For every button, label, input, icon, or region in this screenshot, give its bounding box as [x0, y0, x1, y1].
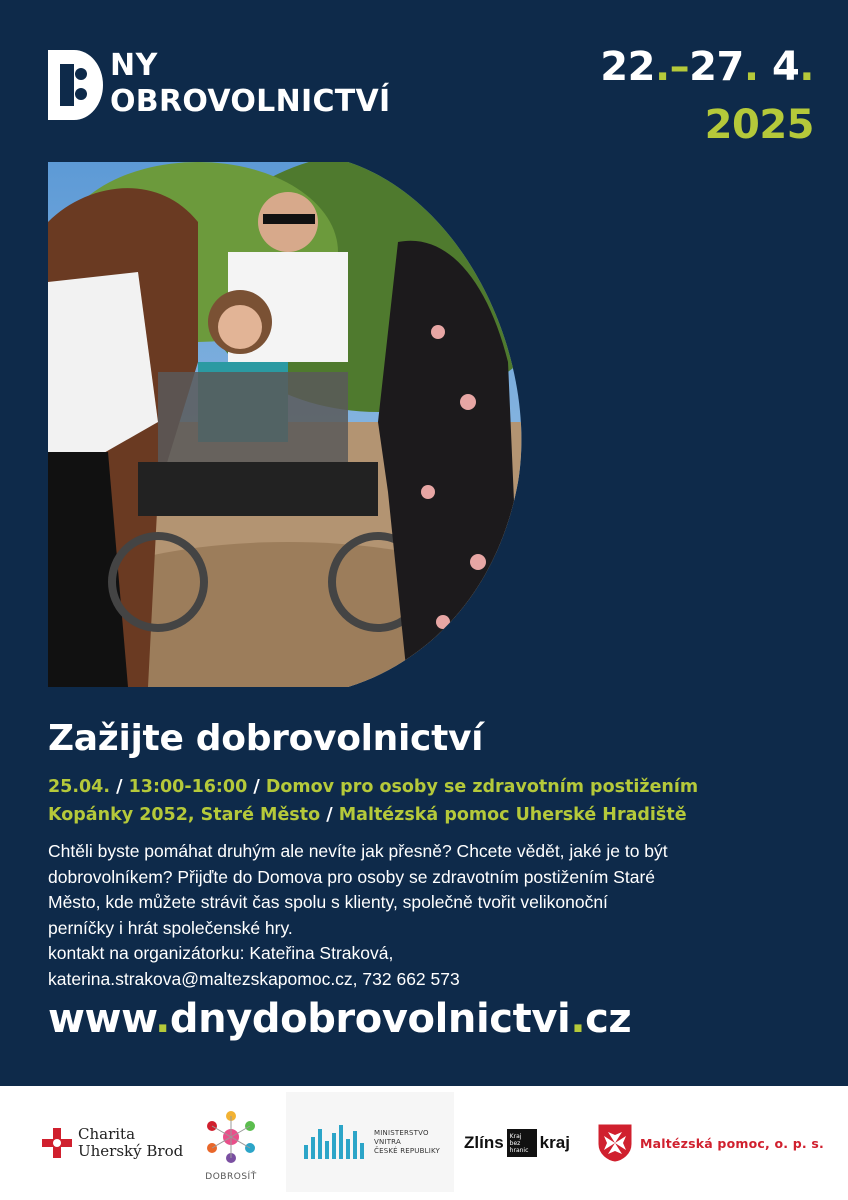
description-line: Město, kde můžete strávit čas spolu s klienty, společně tvořit velikonoční	[48, 892, 608, 912]
details-line-2	[48, 801, 808, 829]
separator: /	[253, 777, 260, 797]
logo-line-2: OBROVOLNICTVÍ	[110, 84, 391, 119]
dobrosit-logo	[196, 1086, 266, 1200]
event-organizer: Maltézská pomoc Uherské Hradiště	[338, 805, 687, 825]
partners-footer	[0, 1086, 848, 1200]
maltezska-pomoc-logo	[598, 1086, 824, 1200]
dny-dobrovolnictvi-logo	[48, 48, 468, 124]
event-description	[48, 839, 818, 992]
zlin-word-2: kraj	[539, 1133, 570, 1152]
date-range: 22.–27. 4.	[600, 44, 814, 90]
ministry-country: ČESKÉ REPUBLIKY	[374, 1146, 441, 1155]
volunteers-photo	[48, 162, 522, 687]
description-line: perníčky i hrát společenské hry.	[48, 917, 293, 938]
ministry-name: MINISTERSTVO VNITRA	[374, 1128, 429, 1146]
event-place: Domov pro osoby se zdravotním postižením	[265, 777, 699, 797]
event-time: 13:00-16:00	[128, 777, 248, 797]
zlin-box: Kraj bez hranic	[507, 1129, 537, 1157]
website-url: www.dnydobrovolnictvi.cz	[48, 996, 632, 1042]
dobrosit-logo-icon	[196, 1104, 266, 1170]
charita-logo	[42, 1086, 183, 1200]
contact-line: katerina.strakova@maltezskapomoc.cz, 732 662 573	[48, 968, 460, 989]
zlin-region-logo	[464, 1086, 570, 1200]
event-details	[48, 773, 808, 829]
dobrosit-name: DOBROSÍŤ	[205, 1172, 257, 1182]
description-line: dobrovolníkem? Přijďte do Domova pro osoby se zdravotním postižením Staré	[48, 866, 656, 887]
description-line: Chtěli byste pomáhat druhým ale nevíte jak přesně? Chcete vědět, jaké je to být	[48, 841, 668, 861]
charita-cross-icon	[42, 1128, 72, 1158]
event-address: Kopánky 2052, Staré Město	[48, 805, 321, 825]
maltese-cross-shield-icon	[598, 1124, 632, 1162]
charita-city: Uherský Brod	[78, 1142, 184, 1160]
ministry-logo	[286, 1092, 454, 1192]
details-line-1	[48, 773, 808, 801]
separator: /	[326, 805, 333, 825]
event-date-text: 25.04.	[48, 777, 111, 797]
ministry-bars-icon	[304, 1125, 364, 1159]
maltezska-name: Maltézská pomoc, o. p. s.	[640, 1135, 825, 1151]
separator: /	[116, 777, 123, 797]
dny-d-logo-icon	[48, 50, 106, 120]
contact-line: kontakt na organizátorku: Kateřina Straková,	[48, 943, 394, 963]
logo-line-1: NY	[110, 48, 158, 83]
zlin-word-1: Zlíns	[464, 1133, 504, 1152]
event-date	[600, 44, 814, 148]
date-year: 2025	[704, 102, 814, 148]
headline: Zažijte dobrovolnictví	[48, 718, 484, 759]
charita-name: Charita	[78, 1125, 136, 1143]
